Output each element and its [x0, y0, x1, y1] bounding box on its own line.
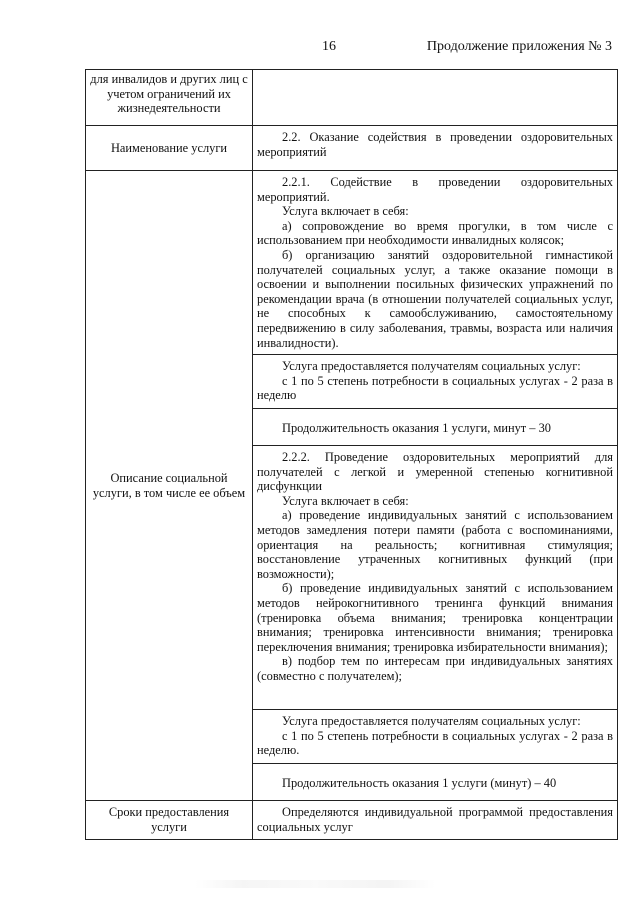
frequency-text: с 1 по 5 степень потребности в социальных услугах - 2 раза в неделю [257, 373, 613, 403]
item-b-text: б) организацию занятий оздоровительной гимнастикой получателей социальных услуг, а также оказание помощи в освоении и выполнении посильных физических упражнений по рекомендации врача (в отношении получателей социальных услуг, не способных к самообслуживанию, самостоятельному передвижению в силу заболевания, травмы, возраста или наличия инвалидности). [257, 247, 613, 350]
page-number: 16 [322, 39, 336, 54]
table-cell-value [253, 764, 618, 801]
table-cell-value [253, 446, 618, 710]
service-name-value: 2.2. Оказание содействия в проведении оздоровительных мероприятий [257, 130, 613, 159]
table-cell-label [86, 126, 253, 171]
table-cell-value [253, 801, 618, 840]
table-row [86, 70, 618, 126]
frequency-text: с 1 по 5 степень потребности в социальных услугах - 2 раза в неделю. [257, 728, 613, 758]
table-cell-label [86, 70, 253, 126]
table-cell-label [86, 171, 253, 801]
appendix-continuation-label: Продолжение приложения № 3 [426, 39, 612, 54]
table-cell-value [253, 355, 618, 409]
subservice-2-2-1-title: 2.2.1. Содействие в проведении оздоровительных мероприятий. [257, 175, 613, 204]
includes-label: Услуга включает в себя: [282, 493, 409, 508]
service-table [85, 69, 618, 840]
duration-text: Продолжительность оказания 1 услуги, минут – 30 [282, 420, 551, 435]
service-name-label: Наименование услуги [110, 140, 228, 155]
table-cell-value [253, 710, 618, 764]
table-cell-value [253, 126, 618, 171]
table-row [86, 801, 618, 840]
table-cell-value [253, 70, 618, 126]
table-cell-label [86, 801, 253, 840]
duration-text: Продолжительность оказания 1 услуги (минут) – 40 [282, 775, 557, 790]
service-terms-label: Сроки предоставления услуги [108, 805, 230, 834]
recipients-label: Услуга предоставляется получателям социальных услуг: [282, 359, 581, 373]
recipients-label: Услуга предоставляется получателям социальных услуг: [282, 714, 581, 728]
service-description-label: Описание социальной услуги, в том числе ее объем [92, 470, 246, 500]
disability-conditions-text: для инвалидов и других лиц с учетом ограничений их жизнедеятельности [90, 72, 248, 116]
item-a-text: а) проведение индивидуальных занятий с использованием методов замедления потери памяти (работа с воспоминаниями, ориентация на реальность; когнитивная стимуляция; восстановление утраченных когнитивных функций (при возможности); [257, 508, 613, 581]
item-a-text: а) сопровождение во время прогулки, в том числе с использованием при необходимости инвалидных колясок; [257, 218, 613, 248]
subservice-2-2-2-title: 2.2.2. Проведение оздоровительных мероприятий для получателей с легкой и умеренной степенью когнитивной дисфункции [257, 450, 613, 494]
table-cell-value [253, 409, 618, 446]
table-cell-value [253, 171, 618, 355]
item-c-text: в) подбор тем по интересам при индивидуальных занятиях (совместно с получателем); [257, 654, 613, 683]
service-terms-value: Определяются индивидуальной программой предоставления социальных услуг [257, 805, 613, 834]
item-b-text: б) проведение индивидуальных занятий с использованием методов нейрокогнитивного тренинга функций внимания (тренировка объема внимания; тренировка концентрации внимания; тренировка интенсивности внимания; тренировка переключения внимания; тренировка избирательности внимания); [257, 581, 613, 654]
table-row [86, 126, 618, 171]
includes-label: Услуга включает в себя: [282, 204, 409, 219]
table-row [86, 171, 618, 355]
scan-artifact [195, 880, 435, 888]
